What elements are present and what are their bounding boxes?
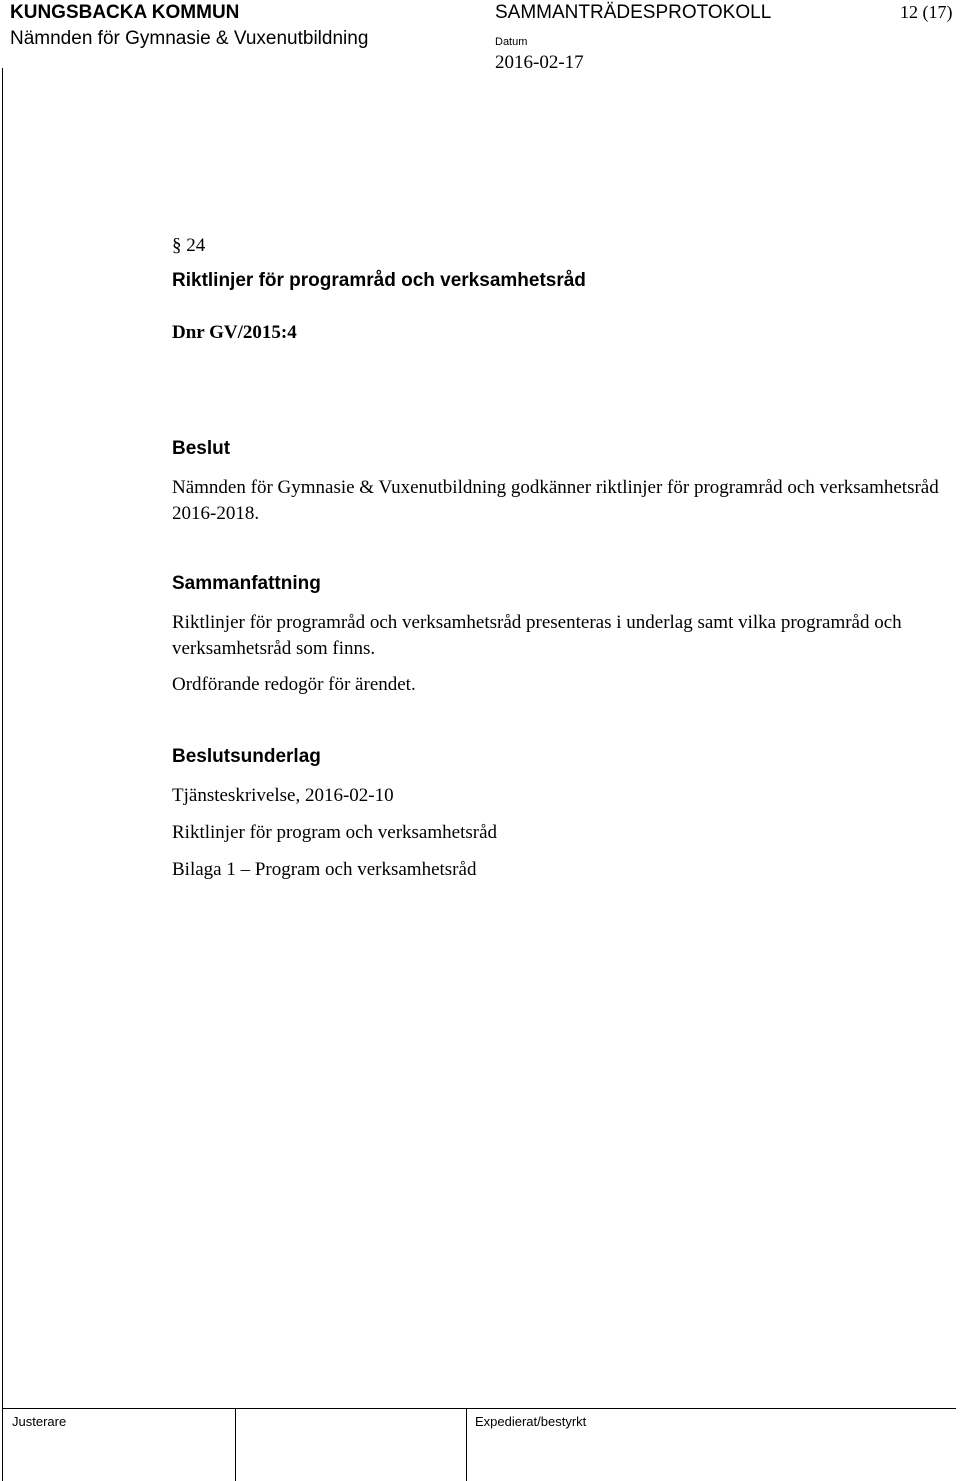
beslutsunderlag-list: [172, 783, 497, 894]
justerare-label: Justerare: [12, 1414, 67, 1429]
date-value: 2016-02-17: [495, 52, 584, 73]
list-item: Bilaga 1 – Program och verksamhetsråd: [172, 859, 477, 880]
beslut-text: Nämnden för Gymnasie & Vuxenutbildning godkänner riktlinjer för programråd och verksamhetsråd 2016-2018.: [172, 477, 939, 524]
sammanfattning-heading: Sammanfattning: [172, 573, 321, 594]
sammanfattning-text-2: Ordförande redogör för ärendet.: [172, 674, 416, 695]
left-margin-line: [2, 68, 3, 1481]
beslutsunderlag-heading: Beslutsunderlag: [172, 746, 321, 767]
committee-name: Nämnden för Gymnasie & Vuxenutbildning: [10, 28, 369, 49]
beslut-heading: Beslut: [172, 438, 231, 459]
page-number: 12 (17): [900, 2, 953, 22]
footer-rule: [2, 1408, 956, 1409]
date-label: Datum: [495, 36, 528, 48]
footer-divider: [466, 1408, 467, 1481]
footer-divider: [235, 1408, 236, 1481]
list-item: Tjänsteskrivelse, 2016-02-10: [172, 785, 394, 806]
sammanfattning-text: Riktlinjer för programråd och verksamhetsråd presenteras i underlag samt vilka programråd och verksamhetsråd som finns.: [172, 612, 902, 659]
item-title: Riktlinjer för programråd och verksamhetsråd: [172, 270, 586, 291]
document-type: SAMMANTRÄDESPROTOKOLL: [495, 2, 772, 23]
expedierat-label: Expedierat/bestyrkt: [475, 1414, 587, 1429]
list-item: Riktlinjer för program och verksamhetsråd: [172, 822, 498, 843]
organization-name: KUNGSBACKA KOMMUN: [10, 2, 240, 23]
diary-number: Dnr GV/2015:4: [172, 322, 297, 343]
section-number: § 24: [172, 235, 206, 256]
